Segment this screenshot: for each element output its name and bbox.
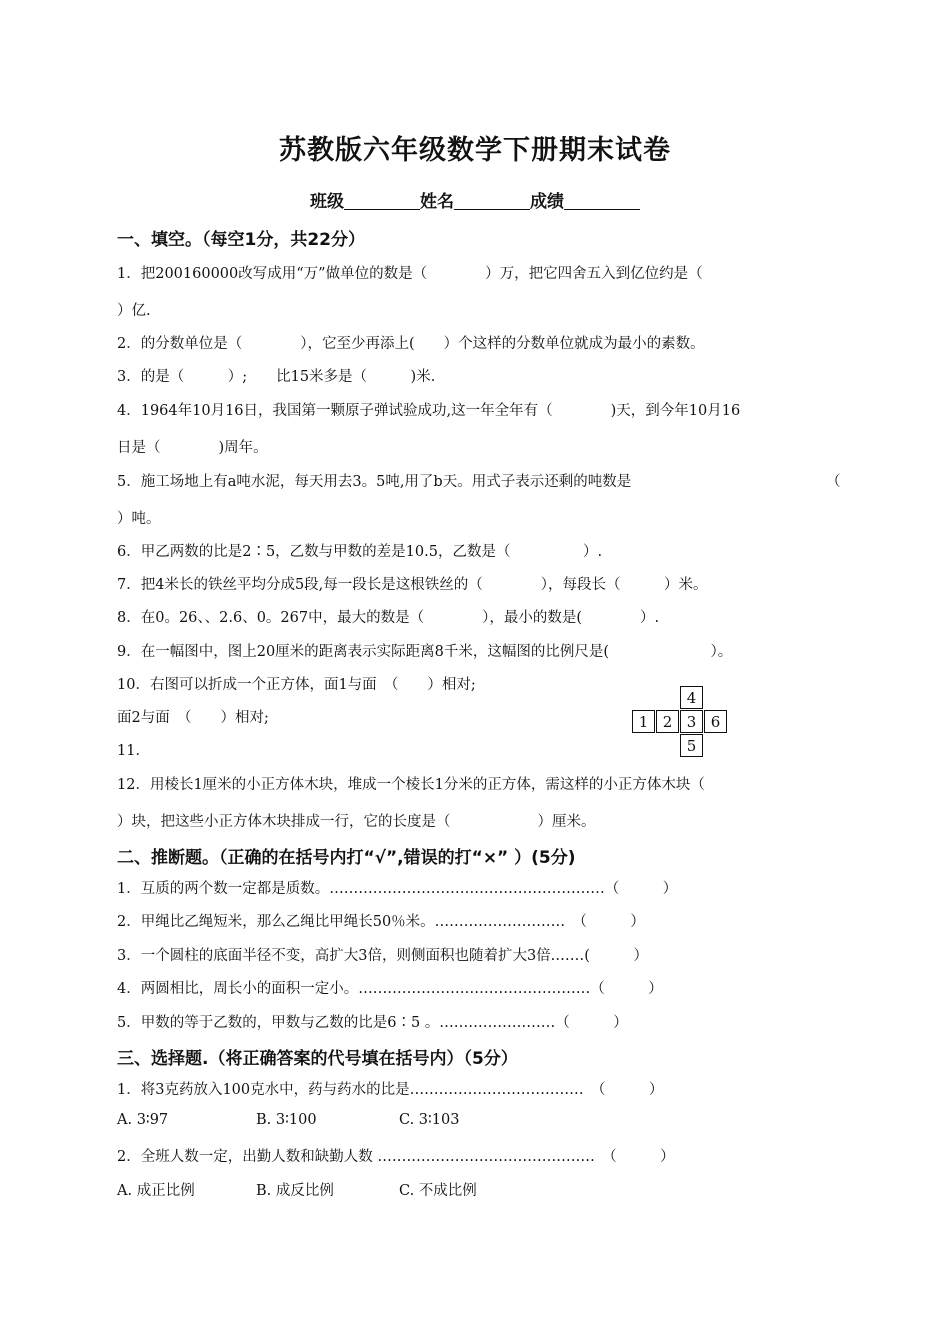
judge-1: 1．互质的两个数一定都是质数。…………………………………………………（ ）: [117, 881, 678, 897]
cube-face-bottom: 5: [680, 734, 703, 757]
cube-net-figure: [632, 686, 734, 760]
section-judge-heading: 二、推断题。（正确的在括号内打“√”,错误的打“×” ）(5分): [117, 848, 576, 868]
judge-2: 2．甲绳比乙绳短米，那么乙绳比甲绳长50％米。……………………… （ ）: [117, 914, 645, 930]
choice-1: 1．将3克药放入100克水中，药与药水的比是……………………………… （ ）: [117, 1082, 664, 1098]
section-fill-heading: 一、填空。（每空1分，共22分）: [117, 230, 365, 250]
judge-5: 5．甲数的等于乙数的，甲数与乙数的比是6∶5 。……………………（ ）: [117, 1015, 628, 1031]
page-title: 苏教版六年级数学下册期末试卷: [279, 135, 671, 166]
class-blank[interactable]: [344, 192, 420, 210]
question-11: 11．: [117, 743, 150, 759]
judge-3: 3．一个圆柱的底面半径不变，高扩大3倍，则侧面积也随着扩大3倍.……( ）: [117, 948, 648, 964]
section-choice-heading: 三、选择题.（将正确答案的代号填在括号内）（5分）: [117, 1049, 518, 1069]
cube-face: 3: [680, 710, 703, 733]
name-label: 姓名: [420, 192, 454, 212]
question-5: 5．施工场地上有a吨水泥，每天用去3。5吨,用了b天。用式子表示还剩的吨数是: [117, 474, 632, 490]
question-2: 2．的分数单位是（ ），它至少再添上( ）个这样的分数单位就成为最小的素数。: [117, 336, 705, 352]
question-6: 6．甲乙两数的比是2∶5，乙数与甲数的差是10.5，乙数是（ ）.: [117, 544, 603, 560]
choice-1-option-b: B. 3∶100: [256, 1112, 317, 1128]
choice-2: 2．全班人数一定，出勤人数和缺勤人数 ……………………………………… （ ）: [117, 1149, 675, 1165]
question-12-cont: ）块，把这些小正方体木块排成一行，它的长度是（ ）厘米。: [117, 814, 596, 830]
choice-2-option-c: C. 不成比例: [399, 1183, 477, 1199]
choice-1-option-a: A. 3∶97: [117, 1112, 169, 1128]
question-10: 10．右图可以折成一个正方体，面1与面 （ ）相对;: [117, 677, 476, 693]
question-1-cont: ）亿.: [117, 303, 151, 319]
question-4-cont: 日是（ )周年。: [117, 440, 268, 456]
question-3: 3．的是（ ）; 比15米多是（ )米.: [117, 369, 436, 385]
score-blank[interactable]: [564, 192, 640, 210]
question-9: 9．在一幅图中，图上20厘米的距离表示实际距离8千米，这幅图的比例尺是( ）。: [117, 644, 733, 660]
question-5-paren: （: [826, 474, 841, 490]
choice-2-option-b: B. 成反比例: [256, 1183, 334, 1199]
question-7: 7．把4米长的铁丝平均分成5段,每一段长是这根铁丝的（ ），每段长（ ）米。: [117, 577, 708, 593]
judge-4: 4．两圆相比，周长小的面积一定小。…………………………………………（ ）: [117, 981, 663, 997]
choice-2-option-a: A. 成正比例: [117, 1183, 195, 1199]
cube-face: 1: [632, 710, 655, 733]
question-12: 12．用棱长1厘米的小正方体木块，堆成一个棱长1分米的正方体，需这样的小正方体木块（: [117, 777, 705, 793]
question-1: 1．把200160000改写成用“万”做单位的数是（ ）万，把它四舍五入到亿位约是（: [117, 266, 703, 282]
student-info: [0, 187, 950, 212]
question-10-cont: 面2与面 （ ）相对;: [117, 710, 269, 726]
score-label: 成绩: [530, 192, 564, 212]
question-4: 4．1964年10月16日，我国第一颗原子弹试验成功,这一年全年有（ )天，到今年10月16: [117, 403, 741, 419]
cube-face: 6: [704, 710, 727, 733]
question-5-cont: ）吨。: [117, 511, 161, 527]
choice-1-option-c: C. 3∶103: [399, 1112, 460, 1128]
cube-face: 2: [656, 710, 679, 733]
question-8: 8．在0。26、、2.6、0。267中，最大的数是（ ），最小的数是( ）.: [117, 610, 660, 626]
class-label: 班级: [310, 192, 344, 212]
cube-face-top: 4: [680, 686, 703, 709]
name-blank[interactable]: [454, 192, 530, 210]
